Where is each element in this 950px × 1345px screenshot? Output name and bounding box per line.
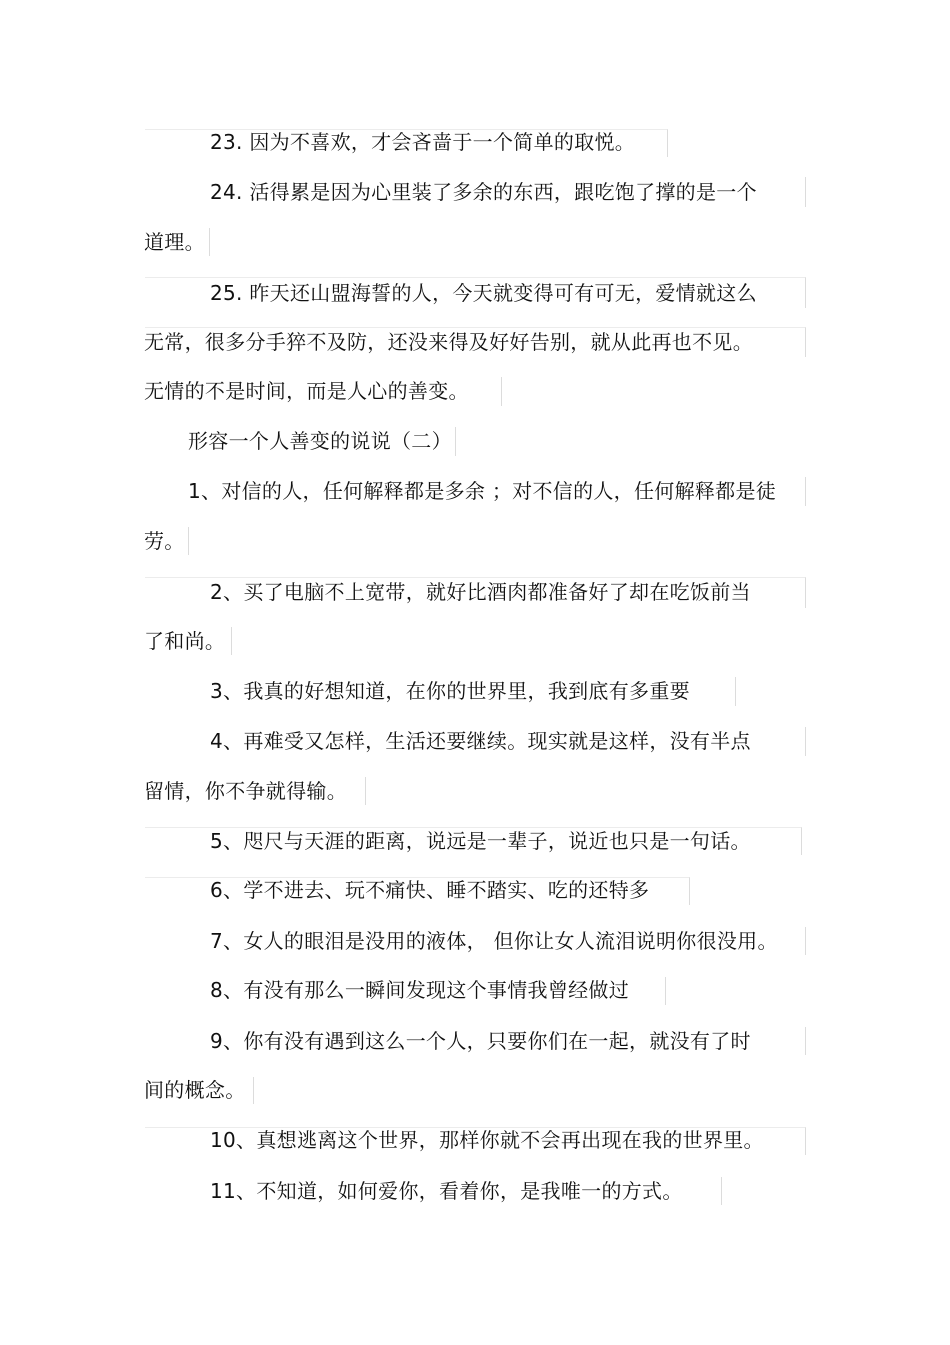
list-item-9-cont: 间的概念。 <box>144 1078 246 1102</box>
paragraph-line-24-cont: 道理。 <box>144 230 205 254</box>
paragraph-line-25: 25. 昨天还山盟海誓的人，今天就变得可有可无，爱情就这么 <box>210 281 757 305</box>
list-item-8: 8、有没有那么一瞬间发现这个事情我曾经做过 <box>210 978 630 1002</box>
paragraph-line-23: 23. 因为不喜欢，才会吝啬于一个简单的取悦。 <box>210 130 636 154</box>
paragraph-line-24: 24. 活得累是因为心里装了多余的东西，跟吃饱了撑的是一个 <box>210 180 757 204</box>
list-item-1: 1、对信的人，任何解释都是多余 ；对不信的人，任何解释都是徒 <box>188 479 777 503</box>
list-item-4: 4、再难受又怎样，生活还要继续。现实就是这样，没有半点 <box>210 729 751 753</box>
list-item-7: 7、女人的眼泪是没用的液体， 但你让女人流泪说明你很没用。 <box>210 929 778 953</box>
list-item-4-cont: 留情，你不争就得输。 <box>144 779 347 803</box>
paragraph-line-25-cont: 无情的不是时间，而是人心的善变。 <box>144 379 469 403</box>
list-item-3: 3、我真的好想知道，在你的世界里，我到底有多重要 <box>210 679 690 703</box>
list-item-9: 9、你有没有遇到这么一个人，只要你们在一起，就没有了时 <box>210 1029 751 1053</box>
list-item-1-cont: 劳。 <box>144 529 185 553</box>
list-item-11: 11、不知道，如何爱你，看着你，是我唯一的方式。 <box>210 1179 683 1203</box>
paragraph-line-25-cont: 无常，很多分手猝不及防，还没来得及好好告别，就从此再也不见。 <box>144 330 753 354</box>
list-item-2: 2、买了电脑不上宽带，就好比酒肉都准备好了却在吃饭前当 <box>210 580 751 604</box>
list-item-2-cont: 了和尚。 <box>144 629 226 653</box>
section-heading: 形容一个人善变的说说（二） <box>188 429 452 453</box>
list-item-10: 10、真想逃离这个世界，那样你就不会再出现在我的世界里。 <box>210 1128 764 1152</box>
list-item-5: 5、咫尺与天涯的距离，说远是一辈子，说近也只是一句话。 <box>210 829 751 853</box>
list-item-6: 6、学不进去、玩不痛快、睡不踏实、吃的还特多 <box>210 878 650 902</box>
